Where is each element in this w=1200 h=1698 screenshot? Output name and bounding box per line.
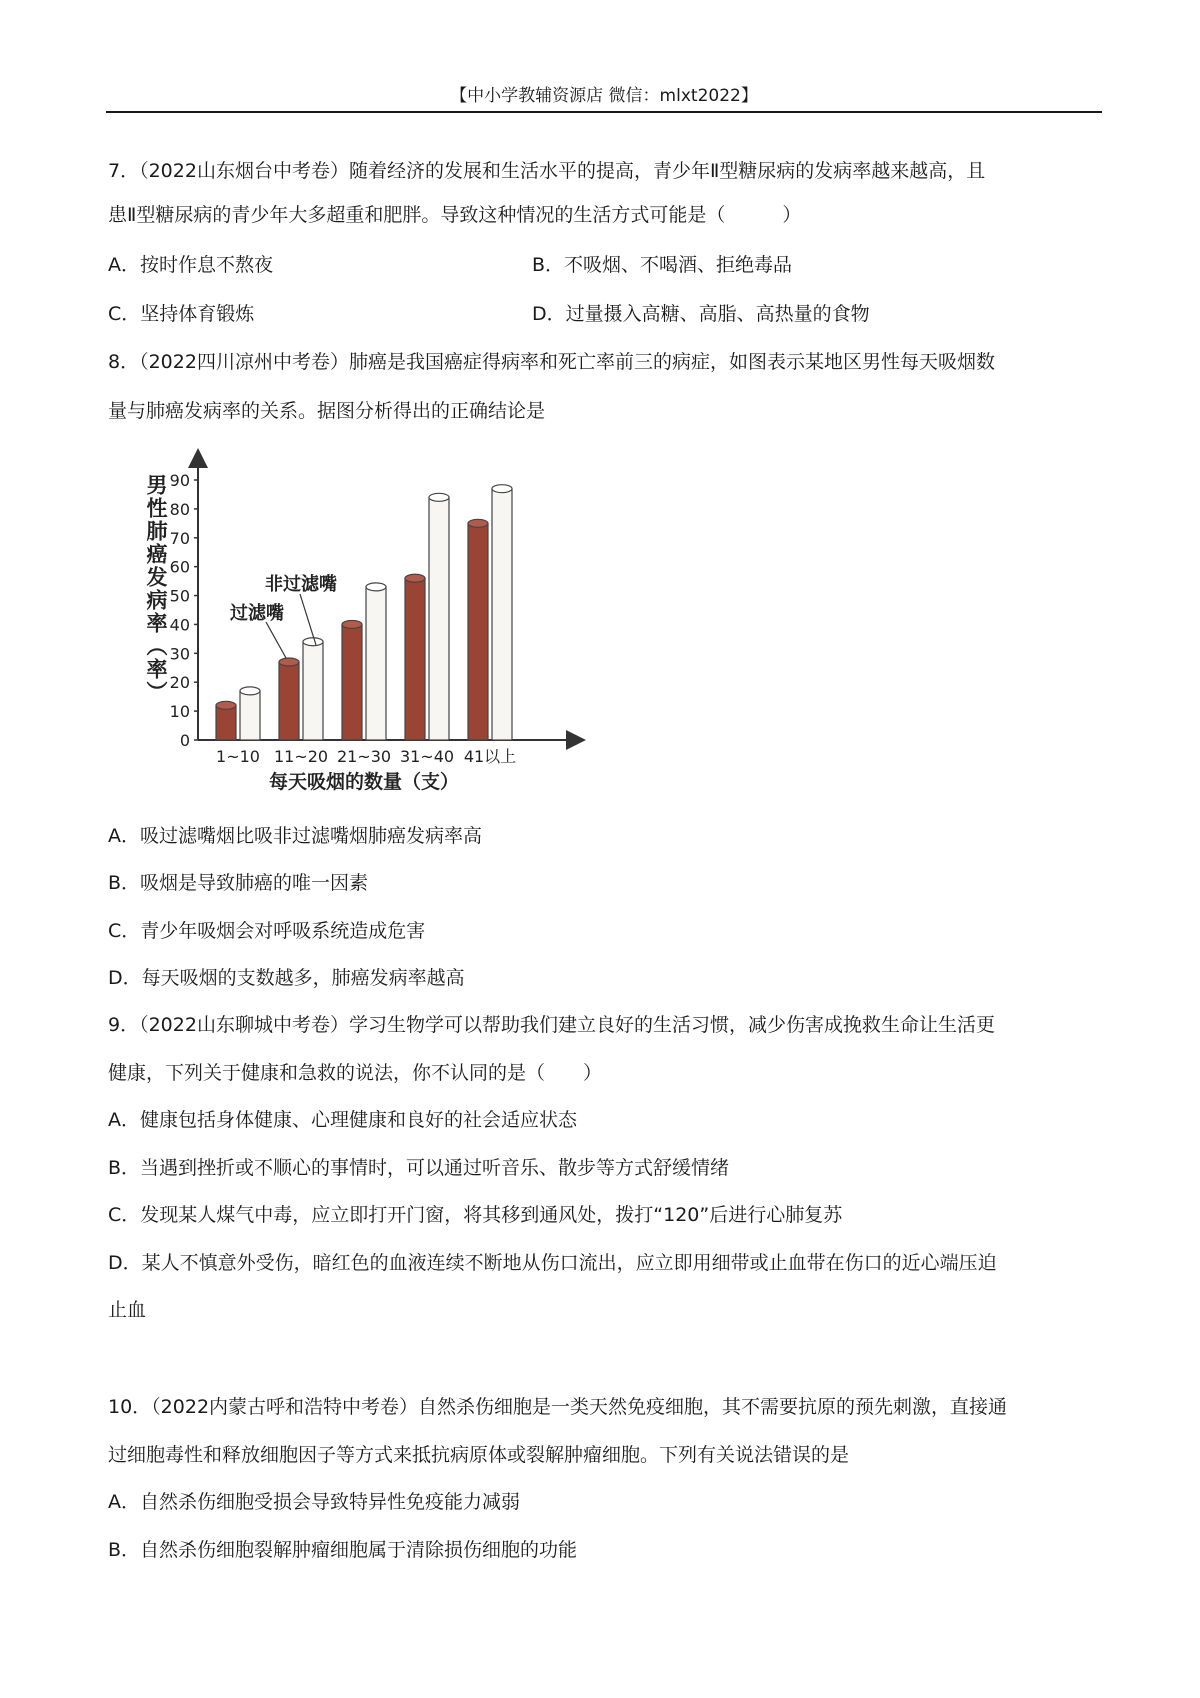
x-axis-label: 每天吸烟的数量（支） xyxy=(268,771,460,793)
bar-cap xyxy=(303,638,323,646)
x-tick-group xyxy=(216,747,516,766)
y-tick-label: 60 xyxy=(169,557,190,577)
q10-stem-line-2: 过细胞毒性和释放细胞因子等方式来抵抗病原体或裂解肿瘤细胞。下列有关说法错误的是 xyxy=(108,1444,850,1466)
q7-option-d: D．过量摄入高糖、高脂、高热量的食物 xyxy=(532,303,870,325)
q8-option-c: C．青少年吸烟会对呼吸系统造成危害 xyxy=(108,920,426,942)
q7-option-b: B．不吸烟、不喝酒、拒绝毒品 xyxy=(532,254,793,276)
bar-filter xyxy=(216,705,236,740)
q8-stem-line-1: 8．（2022四川凉州中考卷）肺癌是我国癌症得病率和死亡率前三的病症，如图表示某地区男性每天吸烟数 xyxy=(108,351,995,373)
q10-option-b: B．自然杀伤细胞裂解肿瘤细胞属于清除损伤细胞的功能 xyxy=(108,1539,578,1561)
bar-filter xyxy=(405,578,425,740)
q9-option-c: C．发现某人煤气中毒，应立即打开门窗，将其移到通风处，拨打“120”后进行心肺复苏 xyxy=(108,1204,843,1226)
y-tick-label: 90 xyxy=(169,471,190,490)
q8-option-a: A．吸过滤嘴烟比吸非过滤嘴烟肺癌发病率高 xyxy=(108,825,482,847)
y-axis-label: 男性肺癌发病率（率） xyxy=(144,474,168,704)
lung-cancer-chart xyxy=(138,440,598,800)
bar-chart-svg xyxy=(138,440,598,800)
bar-cap xyxy=(366,583,386,591)
bar-cap xyxy=(342,620,362,628)
q9-option-b: B．当遇到挫折或不顺心的事情时，可以通过听音乐、散步等方式舒缓情绪 xyxy=(108,1157,730,1179)
q10-option-a: A．自然杀伤细胞受损会导致特异性免疫能力减弱 xyxy=(108,1491,520,1513)
q9-option-d-continued: 止血 xyxy=(108,1299,147,1321)
q9-stem-line-2: 健康，下列关于健康和急救的说法，你不认同的是（ ） xyxy=(108,1062,603,1084)
bar-cap xyxy=(279,658,299,666)
y-tick-label: 40 xyxy=(169,615,190,635)
bar-filter xyxy=(468,523,488,740)
y-tick-group xyxy=(170,471,198,750)
y-tick-label: 10 xyxy=(169,702,190,722)
q10-stem-line-1: 10．（2022内蒙古呼和浩特中考卷）自然杀伤细胞是一类天然免疫细胞，其不需要抗原的预先刺激，直接通 xyxy=(108,1396,1008,1418)
q7-option-c: C．坚持体育锻炼 xyxy=(108,303,255,325)
x-tick-label: 31~40 xyxy=(399,747,455,766)
bar-cap xyxy=(216,701,236,709)
bar-cap xyxy=(429,493,449,501)
q7-option-a: A．按时作息不熬夜 xyxy=(108,254,273,276)
y-tick-label: 70 xyxy=(169,528,190,548)
q8-stem-line-2: 量与肺癌发病率的关系。据图分析得出的正确结论是 xyxy=(108,400,546,422)
q8-option-d: D．每天吸烟的支数越多，肺癌发病率越高 xyxy=(108,967,465,989)
bar-cap xyxy=(468,519,488,527)
bar-filter xyxy=(279,662,299,740)
y-tick-label: 20 xyxy=(169,673,190,693)
q7-stem-line-1: 7．（2022山东烟台中考卷）随着经济的发展和生活水平的提高，青少年Ⅱ型糖尿病的发病率越来越高，且 xyxy=(108,160,986,182)
x-tick-label: 11~20 xyxy=(273,747,329,766)
q9-option-a: A．健康包括身体健康、心理健康和良好的社会适应状态 xyxy=(108,1109,577,1131)
bar-nonfilter xyxy=(366,587,386,740)
bar-nonfilter xyxy=(240,691,260,740)
q9-option-d: D．某人不慎意外受伤，暗红色的血液连续不断地从伤口流出，应立即用细带或止血带在伤口的近心端压迫 xyxy=(108,1252,997,1274)
q7-stem-line-2: 患Ⅱ型糖尿病的青少年大多超重和肥胖。导致这种情况的生活方式可能是（ ） xyxy=(108,204,802,226)
bar-filter xyxy=(342,624,362,740)
x-tick-label: 1~10 xyxy=(216,747,260,766)
q8-option-b: B．吸烟是导致肺癌的唯一因素 xyxy=(108,872,369,894)
series-pointer-nonfilter xyxy=(300,594,316,645)
bar-cap xyxy=(405,574,425,582)
y-tick-label: 50 xyxy=(169,586,190,606)
series-label-filter: 过滤嘴 xyxy=(230,603,284,624)
bar-nonfilter xyxy=(429,497,449,740)
bar-nonfilter xyxy=(303,642,323,740)
bar-cap xyxy=(240,687,260,695)
q9-stem-line-1: 9．（2022山东聊城中考卷）学习生物学可以帮助我们建立良好的生活习惯，减少伤害成挽救生命让生活更 xyxy=(108,1014,995,1036)
y-tick-label: 0 xyxy=(179,731,190,750)
header-divider xyxy=(106,111,1102,113)
bar-cap xyxy=(492,485,512,493)
bar-nonfilter xyxy=(492,489,512,740)
y-tick-label: 80 xyxy=(169,499,190,519)
series-label-nonfilter: 非过滤嘴 xyxy=(265,574,337,595)
series-pointer-filter xyxy=(266,622,286,658)
page-header: 【中小学教辅资源店 微信：mlxt2022】 xyxy=(450,86,758,106)
y-tick-label: 30 xyxy=(169,644,190,664)
x-tick-label: 41以上 xyxy=(463,747,517,766)
x-tick-label: 21~30 xyxy=(336,747,392,766)
